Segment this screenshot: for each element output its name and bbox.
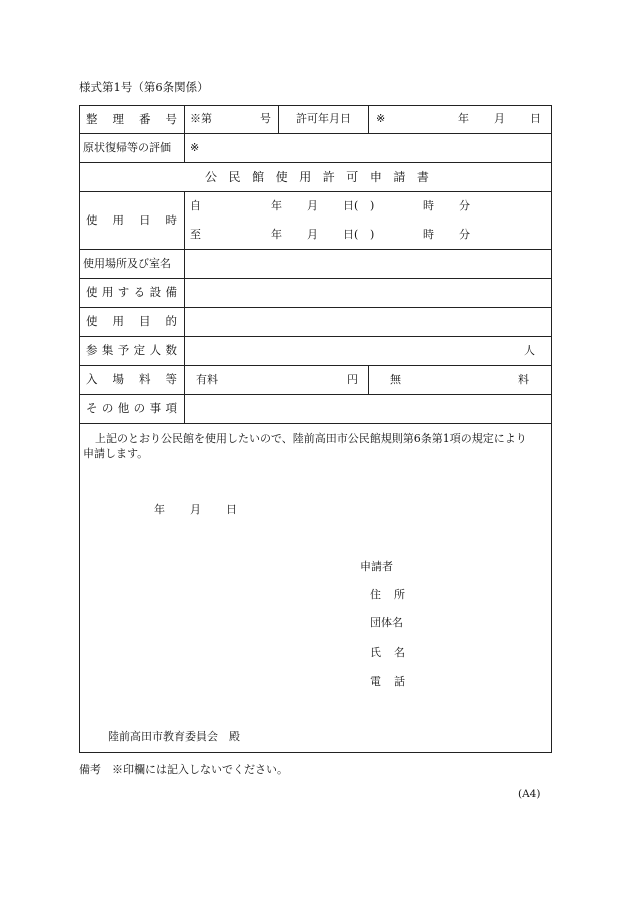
applicant-name-label: 氏 名 — [370, 646, 405, 659]
nichiji-label: 使 用 日 時 — [86, 212, 177, 227]
ninzu-label: 参 集 予 定 人 数 — [86, 343, 177, 358]
permit-month: 月 — [494, 112, 505, 125]
from-month: 月 — [307, 199, 318, 212]
applicant-phone-label: 電 話 — [370, 675, 405, 688]
from-close: ) — [370, 199, 375, 212]
permit-date-label: 許可年月日 — [296, 112, 351, 125]
fee-divider — [368, 365, 369, 394]
applicant-header: 申請者 — [360, 560, 393, 573]
label-divider — [184, 105, 185, 162]
applicant-group-label: 団体名 — [370, 616, 403, 629]
hyoka-mark: ※ — [190, 141, 200, 154]
seiri-label: 整 理 番 号 — [86, 111, 177, 126]
permit-date-mark: ※ — [376, 112, 386, 125]
hyoka-label: 原状復帰等の評価 — [83, 141, 171, 154]
table-line — [79, 423, 552, 424]
mokuteki-label: 使 用 目 的 — [86, 314, 177, 329]
from-year: 年 — [271, 199, 282, 212]
from-day: 日( — [343, 199, 359, 212]
fee-paid-label: 有料 — [196, 373, 218, 386]
remarks-note: 備考 ※印欄には記入しないでください。 — [79, 763, 288, 776]
permit-year: 年 — [458, 112, 469, 125]
fee-free-b: 料 — [518, 373, 529, 386]
to-day: 日( — [343, 228, 359, 241]
paper-size: (A4) — [518, 788, 541, 800]
basho-label: 使用場所及び室名 — [83, 257, 171, 270]
seiri-value-prefix: ※第 — [190, 112, 212, 125]
table-border-left — [79, 105, 80, 753]
applicant-address-label: 住 所 — [370, 588, 405, 601]
seiri-value-suffix: 号 — [260, 112, 271, 125]
permit-day: 日 — [530, 112, 541, 125]
statement-line1: 上記のとおり公民館を使用したいので、陸前高田市公民館規則第6条第1項の規定により — [95, 432, 527, 445]
table-line-bottom — [79, 752, 552, 753]
setsubi-label: 使 用 す る 設 備 — [86, 285, 177, 300]
table-line — [79, 133, 552, 134]
form-title: 公 民 館 使 用 許 可 申 請 書 — [205, 170, 429, 184]
from-hour: 時 — [423, 199, 434, 212]
addressee: 陸前高田市教育委員会 殿 — [108, 730, 240, 743]
application-month: 月 — [190, 503, 201, 516]
sonota-label: そ の 他 の 事 項 — [86, 401, 177, 416]
ryokin-label: 入 場 料 等 — [86, 372, 177, 387]
fee-free-a: 無 — [390, 373, 401, 386]
ninzu-unit: 人 — [524, 344, 535, 357]
to-year: 年 — [271, 228, 282, 241]
statement-line2: 申請します。 — [83, 447, 149, 460]
to-hour: 時 — [423, 228, 434, 241]
label-divider — [184, 191, 185, 423]
from-label: 自 — [190, 199, 201, 212]
seiri-divider — [278, 105, 279, 133]
application-day: 日 — [226, 503, 237, 516]
table-border-right — [551, 105, 552, 753]
fee-yen: 円 — [347, 373, 358, 386]
to-minute: 分 — [459, 228, 470, 241]
seiri-divider — [368, 105, 369, 133]
to-label: 至 — [190, 228, 201, 241]
table-line — [79, 249, 552, 250]
to-month: 月 — [307, 228, 318, 241]
form-code: 様式第1号（第6条関係） — [79, 80, 209, 94]
from-minute: 分 — [459, 199, 470, 212]
to-close: ) — [370, 228, 375, 241]
application-year: 年 — [154, 503, 165, 516]
